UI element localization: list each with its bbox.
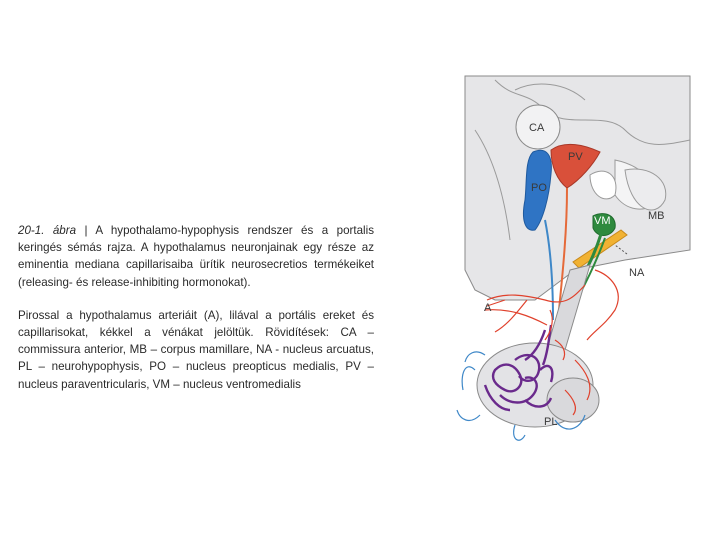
label-mb: MB: [648, 210, 665, 222]
label-pv: PV: [568, 151, 583, 163]
label-na: NA: [629, 267, 645, 279]
hypothalamo-hypophysis-diagram: [455, 70, 705, 450]
label-po: PO: [531, 182, 547, 194]
diagram-drawing: [455, 70, 705, 450]
label-vm: VM: [594, 215, 611, 227]
caption-paragraph-2: Pirossal a hypothalamus arteriáit (A), lilával a portális ereket és capillarisokat, kékkel a vénákat jelöltük. Rövidítések: CA – commissura anterior, MB – corpus mamillare, NA - nucleus arcuatus, PL – neurohypophysis, PO – nucleus preopticus medialis, PV – nucleus paraventricularis, VM – nucleus ventromedialis: [18, 308, 374, 391]
label-pl: PL: [544, 416, 558, 428]
label-a: A: [484, 302, 492, 314]
figure-number: 20-1. ábra: [18, 224, 77, 237]
label-ca: CA: [529, 122, 545, 134]
caption-separator: |: [76, 224, 96, 237]
figure-caption: [18, 222, 374, 409]
caption-paragraph-1: [18, 222, 374, 291]
caption-text-1: A hypothalamo-hypophysis rendszer és a portalis keringés sémás rajza. A hypothalamus neuronjainak egy része az eminentia mediana capillarisaiba ürítik neurosecretios termékeiket (releasing- és release-inhibiting hormonokat).: [18, 224, 374, 289]
